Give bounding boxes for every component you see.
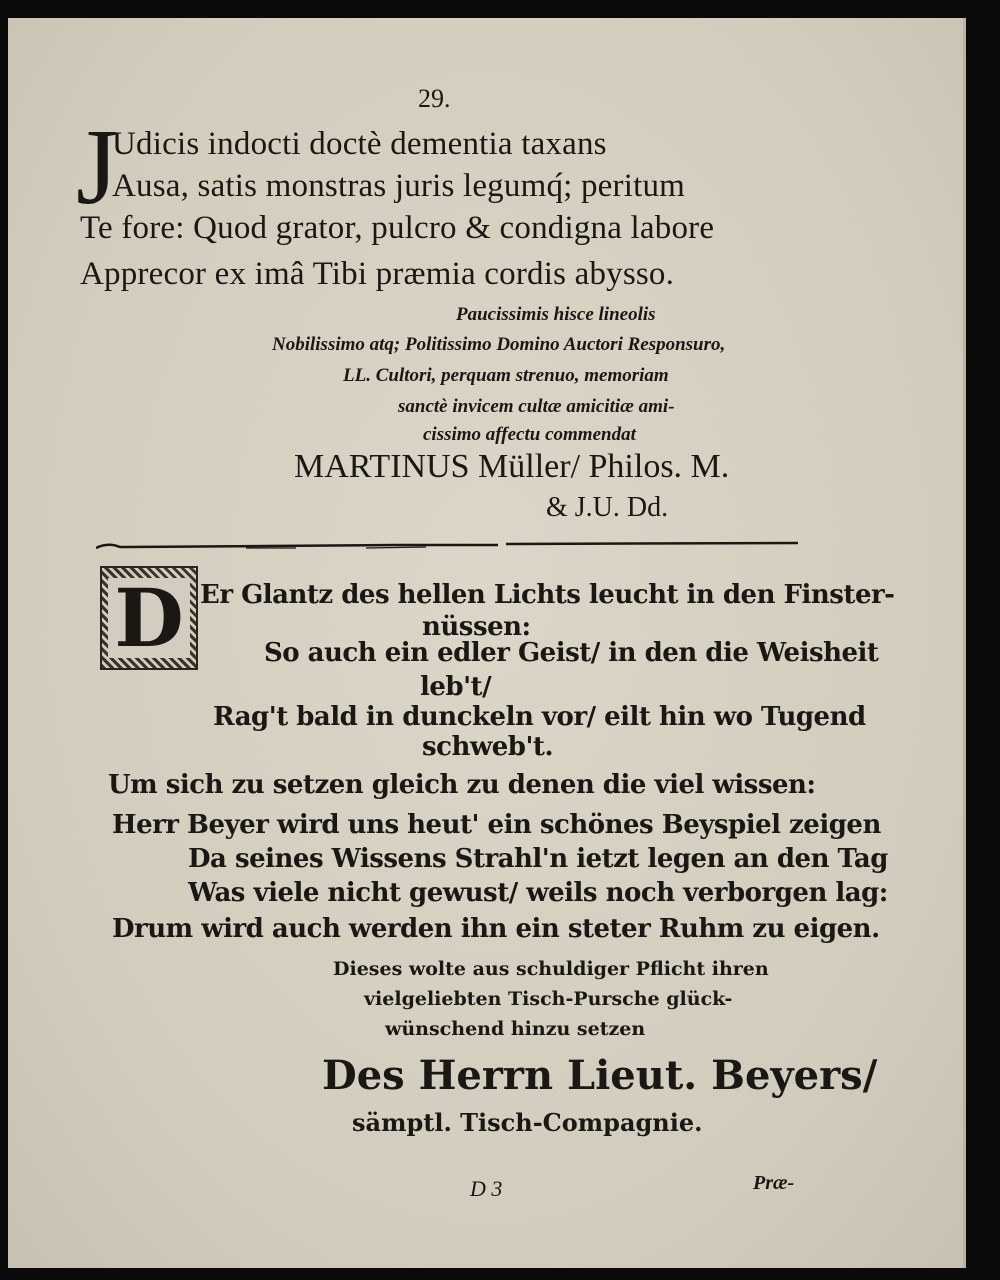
subscription-line: wünschend hinzu setzen bbox=[385, 1018, 646, 1040]
dedication-line: sanctè invicem cultæ amicitiæ ami- bbox=[398, 396, 675, 417]
subscription-line: Dieses wolte aus schuldiger Pflicht ihren bbox=[333, 958, 769, 980]
german-verse-line: Herr Beyer wird uns heut' ein schönes Beyspiel zeigen bbox=[112, 810, 881, 840]
page-number: 29. bbox=[418, 84, 451, 113]
ornamental-drop-cap bbox=[100, 566, 198, 670]
catchword: Præ- bbox=[753, 1172, 795, 1194]
german-verse-line: Drum wird auch werden ihn ein steter Ruhm zu eigen. bbox=[112, 914, 880, 944]
latin-verse-line: Te fore: Quod grator, pulcro & condigna labore bbox=[80, 210, 715, 246]
book-page bbox=[8, 18, 966, 1268]
closing-company: sämptl. Tisch-Compagnie. bbox=[352, 1108, 703, 1137]
author-signature: MARTINUS Müller/ Philos. M. bbox=[294, 448, 730, 485]
latin-verse-line: Udicis indocti doctè dementia taxans bbox=[112, 126, 607, 162]
closing-signature: Des Herrn Lieut. Beyers/ bbox=[322, 1052, 878, 1099]
dedication-line: LL. Cultori, perquam strenuo, memoriam bbox=[343, 365, 669, 386]
latin-verse-line: Apprecor ex imâ Tibi præmia cordis abysso. bbox=[80, 256, 675, 292]
subscription-line: vielgeliebten Tisch-Pursche glück- bbox=[364, 988, 733, 1010]
german-verse-line: leb't/ bbox=[420, 672, 492, 702]
drop-cap-letter: D bbox=[108, 578, 189, 658]
author-degree: & J.U. Dd. bbox=[546, 492, 669, 523]
dedication-line: Nobilissimo atq; Politissimo Domino Auctori Responsuro, bbox=[272, 334, 726, 355]
german-verse-line: Um sich zu setzen gleich zu denen die viel wissen: bbox=[108, 770, 816, 800]
german-verse-line: nüssen: bbox=[422, 612, 531, 642]
latin-drop-cap: J bbox=[76, 108, 119, 227]
dedication-line: Paucissimis hisce lineolis bbox=[456, 304, 656, 325]
dedication-line: cissimo affectu commendat bbox=[423, 424, 636, 445]
german-verse-line: So auch ein edler Geist/ in den die Weisheit bbox=[264, 638, 879, 668]
german-verse-line: schweb't. bbox=[422, 732, 553, 762]
page-edge bbox=[963, 18, 966, 1268]
german-verse-line: Rag't bald in dunckeln vor/ eilt hin wo Tugend bbox=[213, 702, 866, 732]
german-verse-line: Er Glantz des hellen Lichts leucht in den Finster- bbox=[200, 580, 895, 610]
latin-verse-line: Ausa, satis monstras juris legumq́; peritum bbox=[112, 168, 686, 204]
signature-mark: D 3 bbox=[470, 1176, 503, 1201]
section-divider bbox=[96, 538, 798, 552]
german-verse-line: Was viele nicht gewust/ weils noch verborgen lag: bbox=[188, 878, 888, 908]
german-verse-line: Da seines Wissens Strahl'n ietzt legen an den Tag bbox=[188, 844, 888, 874]
